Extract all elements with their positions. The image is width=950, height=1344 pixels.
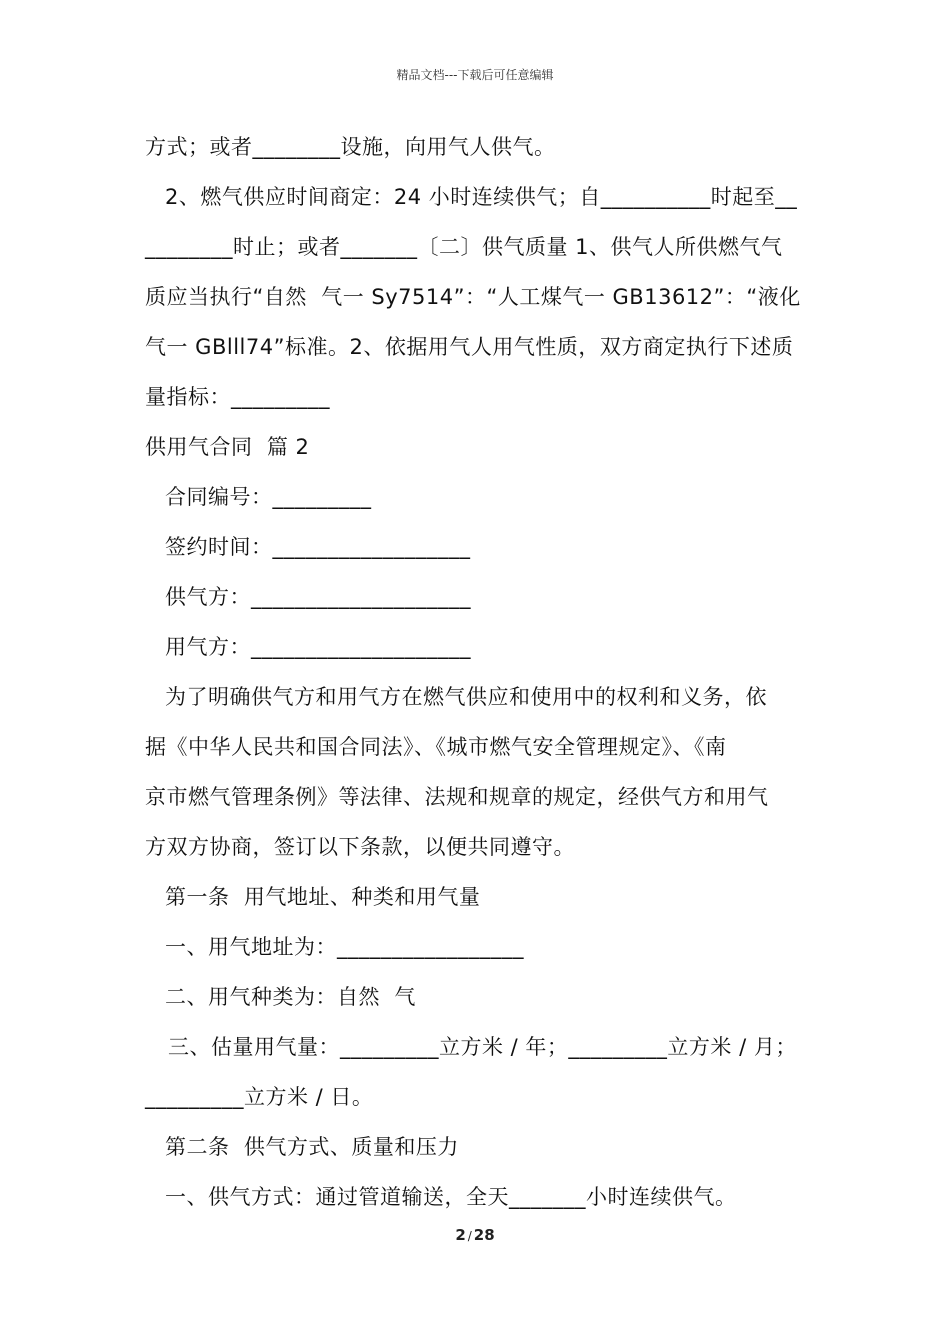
paragraph-line: 2、燃气供应时间商定：24 小时连续供气；自__________时起至__ xyxy=(165,185,798,209)
paragraph-line: 二、用气种类为：自然 气 xyxy=(165,985,416,1009)
article-heading: 第二条 供气方式、质量和压力 xyxy=(165,1135,459,1159)
consumer-line: 用气方：____________________ xyxy=(165,635,471,659)
paragraph-line: 量指标：_________ xyxy=(145,385,330,409)
page-separator: / xyxy=(467,1229,472,1243)
signing-time-line: 签约时间：__________________ xyxy=(165,535,471,559)
paragraph-line: _________立方米 / 日。 xyxy=(145,1085,374,1109)
paragraph-line: 三、估量用气量：_________立方米 / 年；_________立方米 / 月； xyxy=(168,1035,797,1059)
paragraph-line: ________时止；或者_______〔二〕供气质量 1、供气人所供燃气气 xyxy=(145,235,783,259)
contract-number-line: 合同编号：_________ xyxy=(165,485,372,509)
paragraph-line: 一、用气地址为：_________________ xyxy=(165,935,524,959)
paragraph-line: 据《中华人民共和国合同法》、《城市燃气安全管理规定》、《南 xyxy=(145,735,727,759)
paragraph-line: 气一 GBlll74”标准。2、依据用气人用气性质，双方商定执行下述质 xyxy=(145,335,794,359)
paragraph-line: 为了明确供气方和用气方在燃气供应和使用中的权利和义务，依 xyxy=(165,685,767,709)
paragraph-line: 方双方协商，签订以下条款，以便共同遵守。 xyxy=(145,835,575,859)
page-number xyxy=(0,1226,950,1244)
paragraph-line: 质应当执行“自然 气一 Sy7514”：“人工煤气一 GB13612”：“液化 xyxy=(145,285,801,309)
paragraph-line: 京市燃气管理条例》等法律、法规和规章的规定，经供气方和用气 xyxy=(145,785,769,809)
paragraph-line: 一、供气方式：通过管道输送，全天_______小时连续供气。 xyxy=(165,1185,737,1209)
current-page: 2 xyxy=(455,1226,466,1244)
article-heading: 第一条 用气地址、种类和用气量 xyxy=(165,885,481,909)
page-header: 精品文档---下载后可任意编辑 xyxy=(396,68,554,82)
total-pages: 28 xyxy=(473,1226,495,1244)
supplier-line: 供气方：____________________ xyxy=(165,585,471,609)
paragraph-line: 方式；或者________设施，向用气人供气。 xyxy=(145,135,556,159)
section-heading: 供用气合同 篇 2 xyxy=(145,435,310,459)
